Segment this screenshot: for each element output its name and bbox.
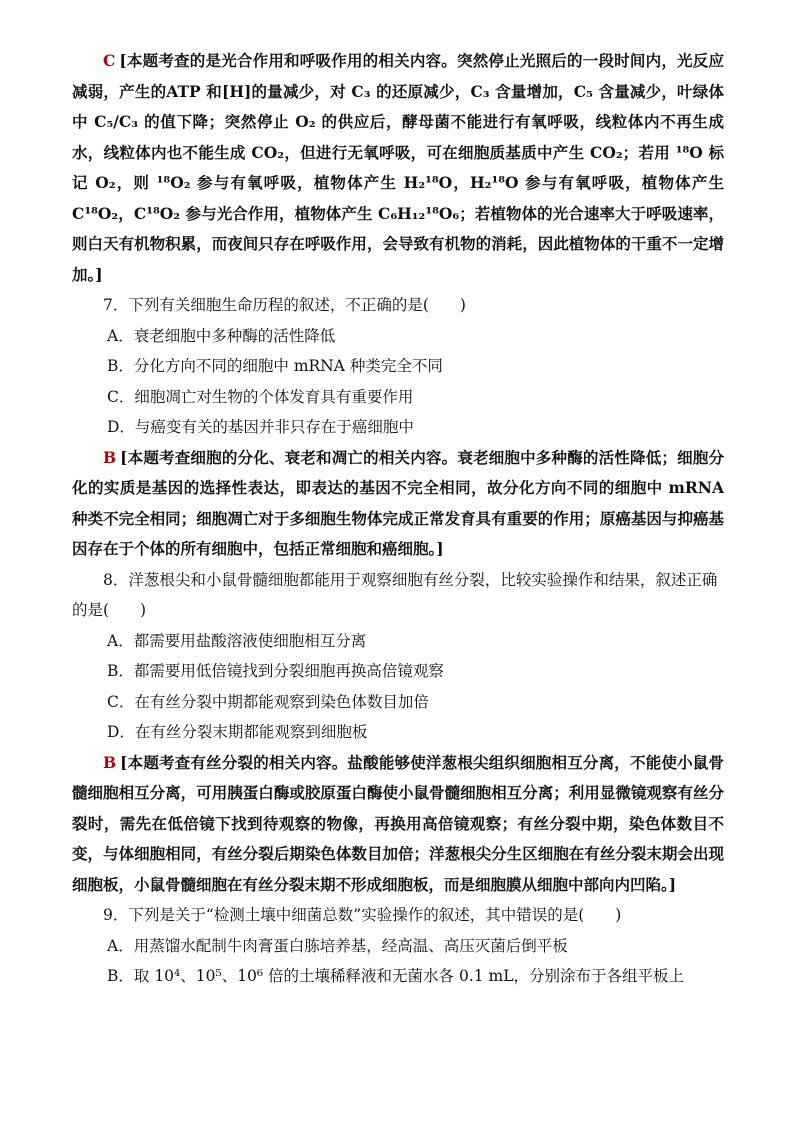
q9-stem: 9．下列是关于“检测土壤中细菌总数”实验操作的叙述，其中错误的是( ) bbox=[103, 906, 622, 924]
answer-text: [本题考查细胞的分化、衰老和凋亡的相关内容。衰老细胞中多种酶的活性降低；细胞分化的实质是基因的选择性表达，即表达的基因不完全相同，故分化方向不同的细胞中 mRNA 种类不完全相同；细胞凋亡对于多细胞生物体完成正常发育具有重要的作用；原癌基因与抑癌基因存在于个体的所有细胞中，包括正常细胞和癌细胞。] bbox=[72, 447, 724, 558]
q7-answer-explanation bbox=[72, 443, 724, 565]
page-content bbox=[72, 46, 724, 992]
q8-stem: 8．洋葱根尖和小鼠骨髓细胞都能用于观察细胞有丝分裂，比较实验操作和结果，叙述正确的是( ) bbox=[72, 570, 718, 619]
answer-text: [本题考查有丝分裂的相关内容。盐酸能够使洋葱根尖组织细胞相互分离，不能使小鼠骨髓细胞相互分离，可用胰蛋白酶或胶原蛋白酶使小鼠骨髓细胞相互分离；利用显微镜观察有丝分裂时，需先在低倍镜下找到待观察的物像，再换用高倍镜观察；有丝分裂中期，染色体数目不变，与体细胞相同，有丝分裂后期染色体数目加倍；洋葱根尖分生区细胞在有丝分裂末期会出现细胞板，小鼠骨髓细胞在有丝分裂末期不形成细胞板，而是细胞膜从细胞中部向内凹陷。] bbox=[72, 752, 724, 894]
q7-stem: 7．下列有关细胞生命历程的叙述，不正确的是( ) bbox=[103, 296, 466, 314]
q7-option-d: D．与癌变有关的基因并非只存在于癌细胞中 bbox=[107, 418, 414, 436]
q9-option-a: A．用蒸馏水配制牛肉膏蛋白胨培养基，经高温、高压灭菌后倒平板 bbox=[107, 936, 568, 955]
q8-option-b: B．都需要用低倍镜找到分裂细胞再换高倍镜观察 bbox=[107, 662, 444, 680]
q7-option-c: C．细胞凋亡对生物的个体发育具有重要作用 bbox=[107, 387, 414, 406]
q7-option-a: A．衰老细胞中多种酶的活性降低 bbox=[107, 326, 336, 345]
q6-answer-explanation bbox=[72, 46, 724, 290]
q8-option-c: C．在有丝分裂中期都能观察到染色体数目加倍 bbox=[107, 692, 429, 711]
q8-option-a: A．都需要用盐酸溶液使细胞相互分离 bbox=[107, 631, 367, 650]
q8-answer-explanation bbox=[72, 748, 724, 901]
q8-option-d: D．在有丝分裂末期都能观察到细胞板 bbox=[107, 723, 368, 741]
q9-option-b: B．取 10⁴、10⁵、10⁶ 倍的土壤稀释液和无菌水各 0.1 mL，分别涂布于各组平板上 bbox=[107, 967, 685, 985]
answer-text: [本题考查的是光合作用和呼吸作用的相关内容。突然停止光照后的一段时间内，光反应减弱，产生的ATP 和[H]的量减少，对 C₃ 的还原减少，C₃ 含量增加，C₅ 含量减少，叶绿体中 C₅/C₃ 的值下降；突然停止 O₂ 的供应后，酵母菌不能进行有氧呼吸，线粒体内不再生成水，线粒体内也不能生成 CO₂，但进行无氧呼吸，可在细胞质基质中产生 CO₂；若用 ¹⁸O 标记 O₂，则 ¹⁸O₂ 参与有氧呼吸，植物体产生 H₂¹⁸O，H₂¹⁸O 参与有氧呼吸，植物体产生 C¹⁸O₂，C¹⁸O₂ 参与光合作用，植物体产生 C₆H₁₂¹⁸O₆；若植物体的光合速率大于呼吸速率，则白天有机物积累，而夜间只存在呼吸作用，会导致有机物的消耗，因此植物体的干重不一定增加。] bbox=[72, 51, 724, 284]
q7-option-b: B．分化方向不同的细胞中 mRNA 种类完全不同 bbox=[107, 357, 443, 375]
answer-letter: C bbox=[103, 51, 116, 70]
answer-letter: B bbox=[103, 752, 117, 772]
answer-letter: B bbox=[103, 447, 117, 467]
